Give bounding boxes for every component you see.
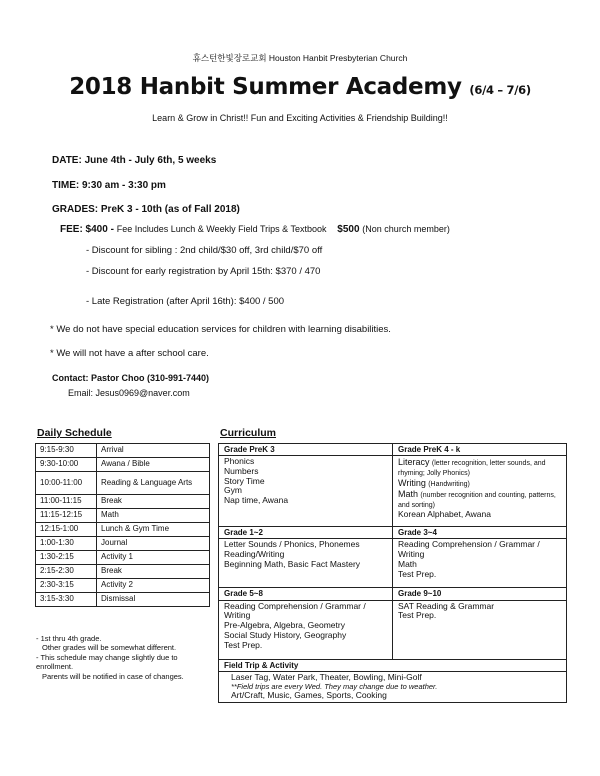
subject: Test Prep.	[398, 610, 437, 621]
grade-prek4-content	[393, 456, 567, 527]
subject: Test Prep.	[398, 568, 437, 579]
schedule-time: 10:00-11:00	[36, 472, 97, 495]
schedule-activity: Break	[97, 495, 210, 509]
footnote: Other grades will be somewhat different.	[42, 643, 177, 653]
subject: Reading/Writing	[224, 549, 285, 560]
schedule-activity: Activity 1	[97, 551, 210, 565]
subject: Gym	[224, 485, 242, 496]
subject: SAT Reading & Grammar	[398, 600, 495, 611]
table-row	[36, 551, 210, 565]
fee-label: FEE: $400 -	[60, 224, 114, 235]
date-line: DATE: June 4th - July 6th, 5 weeks	[52, 155, 217, 166]
grade-1-2-header: Grade 1~2	[219, 527, 393, 539]
subject: Korean Alphabet, Awana	[398, 509, 491, 520]
subject: Story Time	[224, 475, 265, 486]
table-row	[36, 495, 210, 509]
grade-prek3-content	[219, 456, 393, 527]
subject: Reading Comprehension / Grammar / Writing	[224, 600, 366, 621]
table-row	[219, 588, 567, 600]
schedule-activity: Arrival	[97, 444, 210, 458]
email-line	[68, 388, 190, 398]
grade-5-8-content	[219, 600, 393, 659]
footnote: - This schedule may change slightly due to enrollment.	[36, 652, 178, 672]
schedule-time: 9:30-10:00	[36, 458, 97, 472]
schedule-activity: Break	[97, 565, 210, 579]
page-title	[0, 74, 600, 100]
subject: Pre-Algebra, Algebra, Geometry	[224, 620, 345, 631]
schedule-time: 11:15-12:15	[36, 509, 97, 523]
table-row	[36, 444, 210, 458]
schedule-activity: Math	[97, 509, 210, 523]
table-row	[36, 537, 210, 551]
schedule-table	[35, 443, 210, 607]
table-row	[36, 509, 210, 523]
contact-line: Contact: Pastor Choo (310-991-7440)	[52, 373, 210, 383]
table-row	[36, 472, 210, 495]
field-trip-note: **Field trips are every Wed. They may change due to weather.	[231, 681, 438, 691]
time-line: TIME: 9:30 am - 3:30 pm	[52, 180, 166, 191]
table-row	[219, 600, 567, 659]
note-special-ed: * We do not have special education services for children with learning disabilities.	[50, 324, 391, 335]
schedule-time: 1:00-1:30	[36, 537, 97, 551]
grade-prek3-header: Grade PreK 3	[219, 444, 393, 456]
subject: Test Prep.	[224, 639, 263, 650]
table-row	[219, 444, 567, 456]
subject: Social Study History, Geography	[224, 629, 347, 640]
field-trip-header: Field Trip & Activity	[219, 659, 567, 671]
subject: Numbers	[224, 465, 259, 476]
table-row	[219, 671, 567, 702]
schedule-activity: Journal	[97, 537, 210, 551]
note-after-school: * We will not have a after school care.	[50, 348, 209, 359]
schedule-time: 1:30-2:15	[36, 551, 97, 565]
subject: Writing	[398, 478, 426, 489]
subject: Nap time, Awana	[224, 495, 289, 506]
footnote: - 1st thru 4th grade.	[36, 634, 102, 643]
table-row	[36, 458, 210, 472]
schedule-activity: Awana / Bible	[97, 458, 210, 472]
schedule-time: 3:15-3:30	[36, 593, 97, 607]
grade-1-2-content	[219, 539, 393, 588]
title-date-range: (6/4 – 7/6)	[469, 83, 531, 97]
subject: Beginning Math, Basic Fact Mastery	[224, 558, 361, 569]
fee-line	[60, 224, 450, 235]
subject-note: (Handwriting)	[428, 481, 470, 489]
schedule-time: 9:15-9:30	[36, 444, 97, 458]
schedule-time: 2:15-2:30	[36, 565, 97, 579]
grade-3-4-content	[393, 539, 567, 588]
subject: Math	[398, 489, 419, 500]
subject-note: (number recognition and counting, patterns, and sorting)	[398, 492, 556, 510]
late-registration: - Late Registration (after April 16th): $400 / 500	[86, 296, 285, 307]
activity-list: Art/Craft, Music, Games, Sports, Cooking	[231, 690, 387, 701]
subject: Letter Sounds / Phonics, Phonemes	[224, 539, 360, 550]
table-row	[36, 593, 210, 607]
schedule-footnotes	[36, 634, 216, 681]
schedule-activity: Activity 2	[97, 579, 210, 593]
schedule-time: 2:30-3:15	[36, 579, 97, 593]
curriculum-table	[218, 443, 567, 703]
grade-9-10-content	[393, 600, 567, 659]
table-row	[219, 539, 567, 588]
field-trip-content	[219, 671, 567, 702]
subject: Literacy	[398, 457, 430, 468]
fee-includes: Fee Includes Lunch & Weekly Field Trips & Textbook	[116, 224, 327, 234]
grades-line: GRADES: PreK 3 - 10th (as of Fall 2018)	[52, 204, 240, 215]
schedule-heading: Daily Schedule	[37, 427, 112, 439]
table-row	[219, 659, 567, 671]
fee-nonmember-note: (Non church member)	[362, 224, 450, 234]
schedule-activity: Lunch & Gym Time	[97, 523, 210, 537]
discount-sibling: - Discount for sibling : 2nd child/$30 off, 3rd child/$70 off	[86, 245, 323, 256]
fee-nonmember: $500	[337, 224, 360, 235]
table-row	[219, 456, 567, 527]
church-name: 휴스턴한빛장로교회 Houston Hanbit Presbyterian Church	[192, 53, 408, 63]
footnote: Parents will be notified in case of changes.	[42, 671, 184, 681]
field-trip-list: Laser Tag, Water Park, Theater, Bowling, Mini-Golf	[231, 671, 422, 682]
subject: Phonics	[224, 456, 255, 467]
table-row	[36, 523, 210, 537]
subject: Reading Comprehension / Grammar / Writing	[398, 539, 540, 560]
table-row	[36, 565, 210, 579]
subject: Math	[398, 558, 417, 569]
schedule-time: 11:00-11:15	[36, 495, 97, 509]
table-row	[219, 527, 567, 539]
grade-5-8-header: Grade 5~8	[219, 588, 393, 600]
grade-9-10-header: Grade 9~10	[393, 588, 567, 600]
grade-3-4-header: Grade 3~4	[393, 527, 567, 539]
email-text: Email: Jesus0969@naver.com	[68, 388, 190, 398]
tagline: Learn & Grow in Christ!! Fun and Exciting Activities & Friendship Building!!	[152, 113, 448, 123]
schedule-activity: Dismissal	[97, 593, 210, 607]
title-text: 2018 Hanbit Summer Academy	[69, 74, 462, 100]
subject-note: (letter recognition, letter sounds, and rhyming; Jolly Phonics)	[398, 460, 546, 478]
curriculum-heading: Curriculum	[220, 427, 277, 439]
table-row	[36, 579, 210, 593]
schedule-activity: Reading & Language Arts	[97, 472, 210, 495]
discount-early: - Discount for early registration by April 15th: $370 / 470	[86, 266, 321, 277]
schedule-time: 12:15-1:00	[36, 523, 97, 537]
grade-prek4-header: Grade PreK 4 - k	[393, 444, 567, 456]
